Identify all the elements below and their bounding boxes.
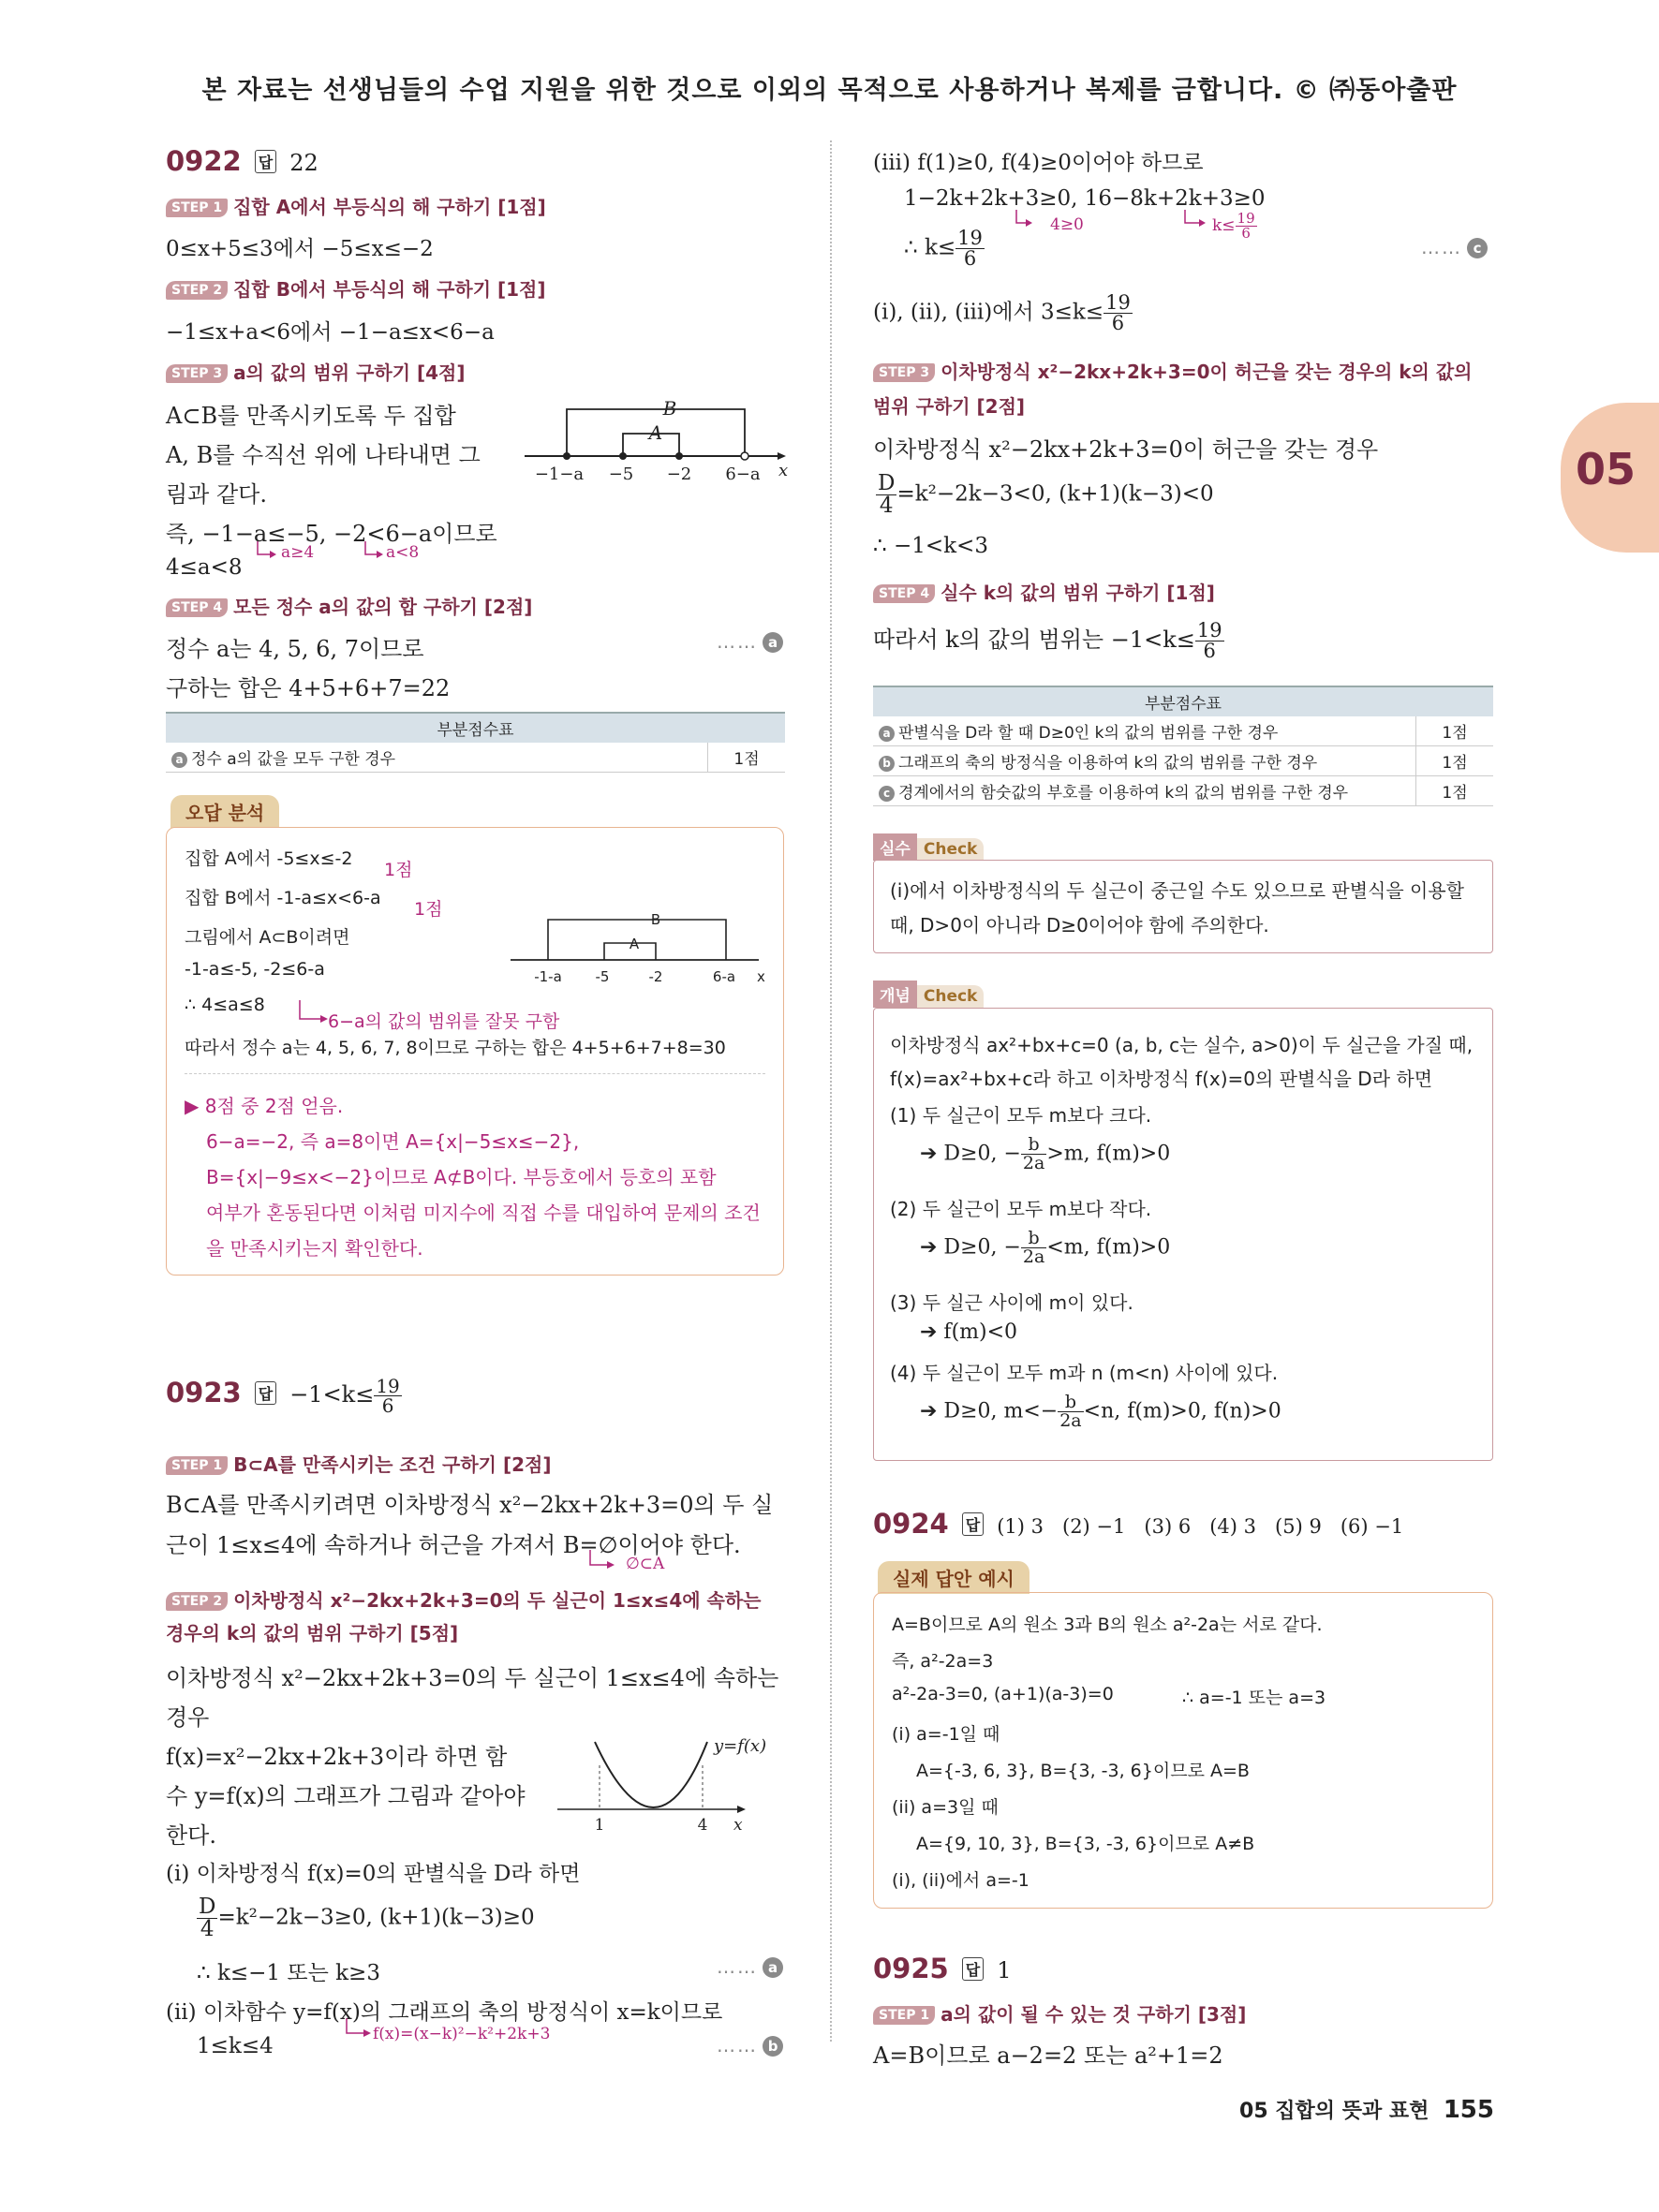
page-footer <box>1239 2095 1494 2124</box>
answer-line3b: ∴ a=-1 또는 a=3 <box>1182 1688 1326 1708</box>
answer-badge: 답 <box>255 150 276 173</box>
q0923-step2-line4: 수 y=f(x)의 그래프가 그림과 같아야 <box>166 1783 526 1809</box>
q0923-case3-eq: 1−2k+2k+3≥0, 16−8k+2k+3≥0 <box>904 186 1266 211</box>
concept-line2: f(x)=ax²+bx+c라 하고 이차방정식 f(x)=0의 판별식을 D라 하면 <box>890 1068 1433 1090</box>
chapter-tab <box>1561 403 1659 553</box>
q0923-case3-result: ∴ k≤ $\frac{19}{6}$ <box>904 227 983 270</box>
q0923-case1-eq: $\frac{D}{4}$ =k²−2k−3≥0, (k+1)(k−3)≥0 <box>199 1895 535 1941</box>
concept-item1: (1) 두 실근이 모두 m보다 크다. <box>890 1104 1152 1127</box>
copyright-banner: 본 자료는 선생님들의 수업 지원을 위한 것으로 이외의 목적으로 사용하거나 복제를 금합니다. © ㈜동아출판 <box>201 76 1458 105</box>
table-row: b 그래프의 축의 방정식을 이용하여 k의 값의 범위를 구한 경우 1점 <box>873 746 1493 776</box>
tick-label: 6−a <box>725 465 761 484</box>
q0924-answer: (1) 3 (2) −1 (3) 6 (4) 3 (5) 9 (6) −1 <box>997 1515 1404 1538</box>
q0922-note1: a≥4 <box>281 543 315 562</box>
q0925-number: 0925 <box>873 1953 949 1984</box>
q0923-case2-note: f(x)=(x−k)²−k²+2k+3 <box>373 2025 551 2043</box>
set-A-label: A <box>629 936 640 952</box>
answer-line7: A={9, 10, 3}, B={3, -3, 6}이므로 A≠B <box>916 1834 1255 1854</box>
q0922-number: 0922 <box>166 145 242 177</box>
actual-answer-tab: 실제 답안 예시 <box>878 1561 1029 1594</box>
q0922-step4-line2: 구하는 합은 4+5+6+7=22 <box>166 675 451 701</box>
actual-answer-box <box>873 1592 1493 1909</box>
q0923-number: 0923 <box>166 1377 242 1408</box>
q0925-answer: 1 <box>997 1957 1012 1983</box>
q0923-step4-line: 따라서 k의 값의 범위는 −1<k≤ $\frac{19}{6}$ <box>873 619 1222 662</box>
q0923-case1: (i) 이차방정식 f(x)=0의 판별식을 D라 하면 <box>166 1862 581 1886</box>
q0922-step4-title: STEP 4 모든 정수 a의 값의 합 구하기 [2점] <box>166 592 532 619</box>
answer-line5: A={-3, 6, 3}, B={3, -3, 6}이므로 A=B <box>916 1761 1250 1781</box>
q0922-step1-line: 0≤x+5≤3에서 −5≤x≤−2 <box>166 237 434 261</box>
tick-label: 6-a <box>712 968 736 985</box>
q0923-step4-title: STEP 4 실수 k의 값의 범위 구하기 [1점] <box>873 578 1215 605</box>
tick-label: 4 <box>697 1816 708 1835</box>
q0923-step3-title1: STEP 3 이차방정식 x²−2kx+2k+3=0이 허근을 갖는 경우의 k의 값의 <box>873 357 1472 384</box>
q0922-step3-line2: A, B를 수직선 위에 나타내면 그 <box>166 442 481 468</box>
answer-line8: (i), (ii)에서 a=-1 <box>892 1870 1029 1891</box>
wrong-line5: ∴ 4≤a≤8 <box>185 995 265 1015</box>
concept-item4: (4) 두 실근이 모두 m과 n (m<n) 사이에 있다. <box>890 1362 1279 1384</box>
wrong-line5-note: 6−a의 값의 범위를 잘못 구함 <box>328 1011 560 1032</box>
q0923-step2-title1: STEP 2 이차방정식 x²−2kx+2k+3=0의 두 실근이 1≤x≤4에 속하는 <box>166 1585 762 1613</box>
q0922-step3-line5: 4≤a<8 <box>166 555 243 580</box>
score-table-header: 부분점수표 <box>166 713 785 743</box>
q0922-note2: a<8 <box>386 543 420 562</box>
q0924-number: 0924 <box>873 1508 949 1540</box>
table-row: c 경계에서의 함숫값의 부호를 이용하여 k의 값의 범위를 구한 경우 1점 <box>873 776 1493 806</box>
wrong-line4: -1-a≤-5, -2≤6-a <box>185 959 325 980</box>
scoring-marker-a: …… a <box>717 630 783 653</box>
q0922-number-line <box>520 393 792 487</box>
concept-line1: 이차방정식 ax²+bx+c=0 (a, b, c는 실수, a>0)이 두 실근을 가질 때, <box>890 1034 1474 1056</box>
q0923-step1-line2: 근이 1≤x≤4에 속하거나 허근을 가져서 B=∅이어야 한다. <box>166 1532 741 1558</box>
q0922-step4-line1: 정수 a는 4, 5, 6, 7이므로 <box>166 636 424 662</box>
wrong-feedback1: ▶ 8점 중 2점 얻음. <box>185 1095 344 1117</box>
wrong-line3: 그림에서 A⊂B이려면 <box>185 927 350 948</box>
score-table-header: 부분점수표 <box>873 686 1493 716</box>
q0923-step2-line1: 이차방정식 x²−2kx+2k+3=0의 두 실근이 1≤x≤4에 속하는 <box>166 1665 779 1691</box>
chapter-tab-label: 05 <box>1576 444 1637 494</box>
table-row: a 정수 a의 값을 모두 구한 경우 1점 <box>166 743 785 773</box>
q0922-step2-title: STEP 2 집합 B에서 부등식의 해 구하기 [1점] <box>166 274 546 302</box>
q0923-combined: (i), (ii), (iii)에서 3≤k≤ $\frac{19}{6}$ <box>873 291 1131 334</box>
concept-item3: (3) 두 실근 사이에 m이 있다. <box>890 1291 1133 1314</box>
q0922-step3-line4: 즉, −1−a≤−5, −2<6−a이므로 <box>166 521 497 547</box>
tick-label: −1−a <box>534 465 585 484</box>
concept-item4-rule: ➔ D≥0, m<− $\frac{b}{2a}$ <n, f(m)>0, f(n)>0 <box>920 1392 1281 1431</box>
wrong-line1: 집합 A에서 -5≤x≤-2 <box>185 848 353 869</box>
wrong-line2: 집합 B에서 -1-a≤x<6-a <box>185 888 381 908</box>
wrong-line2-points: 1점 <box>414 899 443 920</box>
scoring-marker-c: …… c <box>1421 236 1488 258</box>
q0923-step1-line1: B⊂A를 만족시키려면 이차방정식 x²−2kx+2k+3=0의 두 실 <box>166 1492 774 1518</box>
answer-line4: (i) a=-1일 때 <box>892 1724 1000 1745</box>
wrong-line6: 따라서 정수 a는 4, 5, 6, 7, 8이므로 구하는 합은 4+5+6+7+8=30 <box>185 1038 726 1058</box>
mistake-line1: (i)에서 이차방정식의 두 실근이 중근일 수도 있으므로 판별식을 이용할 <box>890 879 1464 902</box>
wrong-feedback2: 6−a=−2, 즉 a=8이면 A={x|−5≤x≤−2}, <box>206 1130 580 1153</box>
q0923-case2: (ii) 이차함수 y=f(x)의 그래프의 축의 방정식이 x=k이므로 <box>166 2000 723 2025</box>
set-B-label: B <box>650 911 661 928</box>
wrong-arrow <box>295 1000 333 1028</box>
q0923-case3-note2: k≤ $\frac{19}{6}$ <box>1212 210 1255 242</box>
column-divider <box>830 140 832 2042</box>
curve-label: y=f(x) <box>714 1736 767 1756</box>
wrong-separator <box>185 1073 765 1074</box>
q0923-step2-line2: 경우 <box>166 1704 210 1731</box>
footer-chapter: 05 집합의 뜻과 표현 <box>1239 2100 1429 2123</box>
q0923-step3-line1: 이차방정식 x²−2kx+2k+3=0이 허근을 갖는 경우 <box>873 436 1379 463</box>
mistake-line2: 때, D>0이 아니라 D≥0이어야 함에 주의한다. <box>890 914 1269 936</box>
tick-label: −2 <box>666 465 692 484</box>
q0924-header <box>873 1508 1403 1540</box>
q0925-header <box>873 1953 1011 1984</box>
q0925-step1-title: STEP 1 a의 값이 될 수 있는 것 구하기 [3점] <box>873 1999 1246 2027</box>
mistake-check-tag: 실수 Check <box>873 833 984 861</box>
page-number: 155 <box>1443 2096 1494 2124</box>
tick-label: -5 <box>595 968 610 985</box>
annotation-arrow <box>585 1550 623 1576</box>
q0922-answer: 22 <box>289 150 318 176</box>
q0923-step3-title2: 범위 구하기 [2점] <box>873 395 1026 418</box>
answer-badge: 답 <box>255 1381 276 1405</box>
answer-badge: 답 <box>962 1512 984 1536</box>
q0923-case2-result: 1≤k≤4 <box>197 2034 274 2058</box>
set-A-label: A <box>648 421 663 444</box>
axis-x-label: x <box>733 1816 743 1835</box>
answer-line2: 즉, a²-2a=3 <box>892 1651 994 1672</box>
answer-line3: a²-2a-3=0, (a+1)(a-3)=0 <box>892 1684 1114 1704</box>
q0923-step3-result: ∴ −1<k<3 <box>873 534 988 558</box>
concept-item2: (2) 두 실근이 모두 m보다 작다. <box>890 1198 1152 1220</box>
q0923-step1-title: STEP 1 B⊂A를 만족시키는 조건 구하기 [2점] <box>166 1450 551 1477</box>
tick-label: 1 <box>594 1816 605 1835</box>
concept-item3-rule: ➔ f(m)<0 <box>920 1320 1018 1344</box>
scoring-marker-a: …… a <box>717 1955 783 1978</box>
q0922-step3-line3: 림과 같다. <box>166 481 267 508</box>
wrong-feedback3: B={x|−9≤x<−2}이므로 A⊄B이다. 부등호에서 등호의 포함 <box>206 1166 717 1188</box>
concept-item2-rule: ➔ D≥0, − $\frac{b}{2a}$ <m, f(m)>0 <box>920 1228 1171 1267</box>
q0923-step3-eq: $\frac{D}{4}$ =k²−2k−3<0, (k+1)(k−3)<0 <box>878 471 1214 518</box>
q0922-step3-line1: A⊂B를 만족시키도록 두 집합 <box>166 403 456 429</box>
wrong-line1-points: 1점 <box>384 860 413 880</box>
wrong-feedback4: 여부가 혼동된다면 이처럼 미지수에 직접 수를 대입하여 문제의 조건 <box>206 1202 761 1224</box>
q0922-step2-line: −1≤x+a<6에서 −1−a≤x<6−a <box>166 320 495 345</box>
concept-item1-rule: ➔ D≥0, − $\frac{b}{2a}$ >m, f(m)>0 <box>920 1134 1171 1173</box>
q0923-score-table <box>873 686 1493 806</box>
q0925-step1-line1: A=B이므로 a−2=2 또는 a²+1=2 <box>873 2042 1223 2069</box>
scoring-marker-b: …… b <box>717 2034 783 2057</box>
answer-badge: 답 <box>962 1957 984 1981</box>
q0922-header <box>166 145 318 177</box>
tick-label: -1-a <box>534 968 562 985</box>
q0923-case3-note1: 4≥0 <box>1050 215 1084 234</box>
q0922-score-table <box>166 712 785 773</box>
mistake-check-box <box>873 860 1493 953</box>
q0923-case1-result: ∴ k≤−1 또는 k≥3 <box>197 1961 380 1985</box>
axis-x-label: x <box>778 461 789 480</box>
answer-line6: (ii) a=3일 때 <box>892 1797 999 1818</box>
axis-x-label: x <box>757 968 765 985</box>
q0923-case3: (iii) f(1)≥0, f(4)≥0이어야 하므로 <box>873 151 1204 175</box>
tick-label: -2 <box>648 968 663 985</box>
table-row: a 판별식을 D라 할 때 D≥0인 k의 값의 범위를 구한 경우 1점 <box>873 716 1493 746</box>
tick-label: −5 <box>608 465 634 484</box>
wrong-number-line <box>506 904 778 993</box>
set-B-label: B <box>662 397 677 420</box>
q0922-step3-title: STEP 3 a의 값의 범위 구하기 [4점] <box>166 358 466 385</box>
q0923-step1-note: ∅⊂A <box>626 1555 665 1573</box>
q0923-step2-line3: f(x)=x²−2kx+2k+3이라 하면 함 <box>166 1744 508 1770</box>
q0923-header: 0923 답 −1<k≤ $\frac{19}{6}$ <box>166 1375 400 1417</box>
parabola-graph <box>553 1733 787 1836</box>
answer-line1: A=B이므로 A의 원소 3과 B의 원소 a²-2a는 서로 같다. <box>892 1615 1323 1635</box>
q0923-step2-title2: 경우의 k의 값의 범위 구하기 [5점] <box>166 1622 459 1644</box>
concept-check-tag: 개념 Check <box>873 981 984 1008</box>
q0923-step2-line5: 한다. <box>166 1822 216 1849</box>
wrong-analysis-tab: 오답 분석 <box>170 795 279 828</box>
wrong-feedback5: 을 만족시키는지 확인한다. <box>206 1237 423 1260</box>
q0922-step1-title: STEP 1 집합 A에서 부등식의 해 구하기 [1점] <box>166 192 546 219</box>
